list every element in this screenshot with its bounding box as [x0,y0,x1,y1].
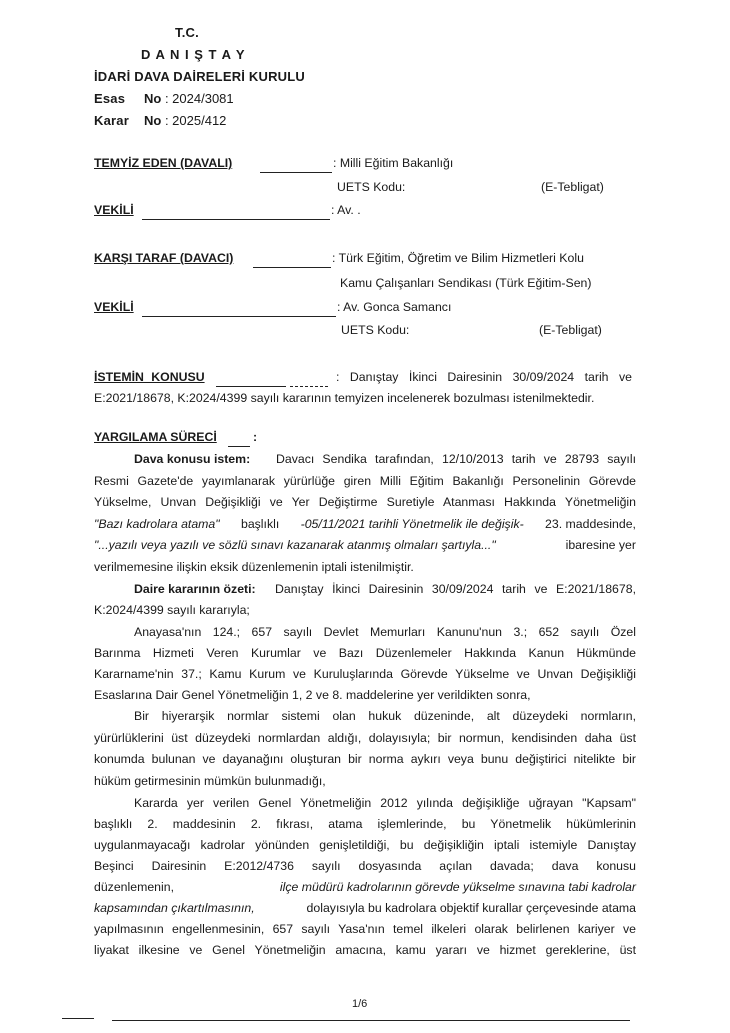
karar-number-prefix: No [144,113,162,128]
paragraph-3-line-5-start: düzenlemenin, [94,880,174,894]
appellant-agent: : Av. . [331,203,361,217]
subject-line-5 [94,538,636,552]
respondent-tebligat: (E-Tebligat) [539,323,602,337]
subject-line-4-italic2: -05/11/2021 tarihli Yönetmelik ile değişik- [300,517,524,531]
paragraph-1-line-1: Anayasa'nın 124.; 657 sayılı Devlet Memurları Kanunu'nun 3.; 652 sayılı Özel [134,625,636,639]
process-heading: YARGILAMA SÜRECİ [94,430,217,444]
leader-line [142,316,336,317]
appellant-label: TEMYİZ EDEN (DAVALI) [94,156,233,170]
paragraph-2-line-2: yürürlüklerini üst düzeydeki normlardan aldığı, dolayısıyla; bir normun, kendisinden daha üst [94,731,636,745]
subject-line-6: verilmemesine ilişkin eksik düzenlemenin iptali istenilmiştir. [94,560,414,574]
paragraph-3-line-5-italic: ilçe müdürü kadrolarının görevde yükselme sınavına tabi kadrolar [279,880,636,894]
leader-line [253,267,331,268]
paragraph-3-line-3: uygulanmayacağı kadrolar yönünden genişletildiği, bu değişikliğin iptali istemiyle Danıştay [94,838,636,852]
paragraph-3-line-6 [94,901,636,915]
respondent-name-line1: : Türk Eğitim, Öğretim ve Bilim Hizmetleri Kolu [332,251,584,265]
leader-line [228,446,250,447]
paragraph-3-line-8: liyakat ilkesine ve Genel Yönetmeliğin amacına, kamu yararı ve hizmet gereklerine, üst [94,943,636,957]
subject-line-1: Davacı Sendika tarafından, 12/10/2013 tarih ve 28793 sayılı [276,452,636,466]
subject-line-5-italic: "...yazılı veya yazılı ve sözlü sınavı kazanarak atanmış olmaları şartıyla..." [94,538,496,552]
page-number: 1/6 [352,998,368,1010]
paragraph-3-line-6-end: dolayısıyla bu kadrolara objektif kurallar çerçevesinde atama [306,901,636,915]
paragraph-2-line-1: Bir hiyerarşik normlar sistemi olan hukuk düzeninde, alt düzeydeki normların, [134,709,636,723]
header-tc: T.C. [175,25,199,40]
esas-number-value: : 2024/3081 [161,91,234,106]
header-board: İDARİ DAVA DAİRELERİ KURULU [94,69,305,84]
header-court: D A N I Ş T A Y [141,47,246,62]
paragraph-1-line-2: Barınma Hizmeti Veren Kurumlar ve Bazı Düzenlemeler Hakkında Kanun Hükmünde [94,646,636,660]
paragraph-2-line-3: konumda bulunan ve dayanağını oluşturan bir norma aykırı veya bunu değiştirici nitelikte bir [94,752,636,766]
subject-line-4 [94,517,636,531]
paragraph-3-line-1: Kararda yer verilen Genel Yönetmeliğin 2012 yılında değişikliğe uğrayan "Kapsam" [134,796,636,810]
subject-line-2: Resmi Gazete'de yayımlanarak yürürlüğe giren Milli Eğitim Bakanlığı Personelinin Görevde [94,474,636,488]
appellant-agent-label: VEKİLİ [94,203,134,217]
appellant-tebligat: (E-Tebligat) [541,180,604,194]
esas-number-prefix: No [144,91,162,106]
subject-line-4-end: 23. maddesinde, [545,517,636,531]
appellant-uets-label: UETS Kodu: [337,180,406,194]
subject-label: Dava konusu istem: [134,452,251,466]
leader-line [260,172,332,173]
respondent-agent: : Av. Gonca Samancı [337,300,452,314]
esas-label: Esas [94,91,126,106]
karar-number-value: : 2025/412 [161,113,227,128]
respondent-uets-label: UETS Kodu: [341,323,410,337]
paragraph-1-line-3: Kararname'nin 37.; Kamu Kurum ve Kuruluşlarında Görevde Yükselme ve Unvan Değişikliği [94,667,636,681]
respondent-name-line2: Kamu Çalışanları Sendikası (Türk Eğitim-Sen) [340,276,592,290]
paragraph-3-line-5 [94,880,636,894]
subject-line-5-end: ibaresine yer [565,538,636,552]
summary-line-1: Danıştay İkinci Dairesinin 30/09/2024 tarih ve E:2021/18678, [275,582,636,596]
respondent-agent-label: VEKİLİ [94,300,134,314]
karar-label: Karar [94,113,129,128]
paragraph-2-line-4: hüküm getirmesinin mümkün bulunmadığı, [94,774,326,788]
paragraph-3-line-4: Beşinci Dairesinin E:2012/4736 sayılı dosyasında açılan davada; dava konusu [94,859,636,873]
esas-number [144,91,234,106]
footer-rule [112,1020,630,1021]
leader-line [216,386,286,387]
process-heading-colon: : [253,430,258,444]
respondent-label: KARŞI TARAF (DAVACI) [94,251,234,265]
summary-label: Daire kararının özeti: [134,582,256,596]
leader-dots [290,386,328,387]
subject-line-3: Yükselme, Unvan Değişikliği ve Yer Değiştirme Suretiyle Atanması Hakkında Yönetmeliğin [94,495,636,509]
subject-line-4-mid: başlıklı [240,517,280,531]
request-line-2: E:2021/18678, K:2024/4399 sayılı kararının temyizen incelenerek bozulması istenilmektedir. [94,391,595,405]
paragraph-1-line-4: Esaslarına Dair Genel Yönetmeliğin 1, 2 ve 8. maddelerine yer verildikten sonra, [94,688,531,702]
summary-line-2: K:2024/4399 sayılı kararıyla; [94,603,250,617]
leader-line [142,219,330,220]
request-line-1: : Danıştay İkinci Dairesinin 30/09/2024 tarih ve [336,370,632,384]
request-label: İSTEMİN KONUSU [94,370,205,384]
subject-line-4-italic: "Bazı kadrolara atama" [94,517,220,531]
footer-rule-left [62,1018,94,1019]
paragraph-3-line-6-italic: kapsamından çıkartılmasının, [94,901,255,915]
paragraph-3-line-2: başlıklı 2. maddesinin 2. fıkrası, atama işlemlerinde, bu Yönetmelik hükümlerinin [94,817,636,831]
karar-number [144,113,226,128]
appellant-name: : Milli Eğitim Bakanlığı [333,156,454,170]
paragraph-3-line-7: yapılmasının engellenmesinin, 657 sayılı Yasa'nın temel ilkeleri olarak belirlenen kariyer ve [94,922,636,936]
